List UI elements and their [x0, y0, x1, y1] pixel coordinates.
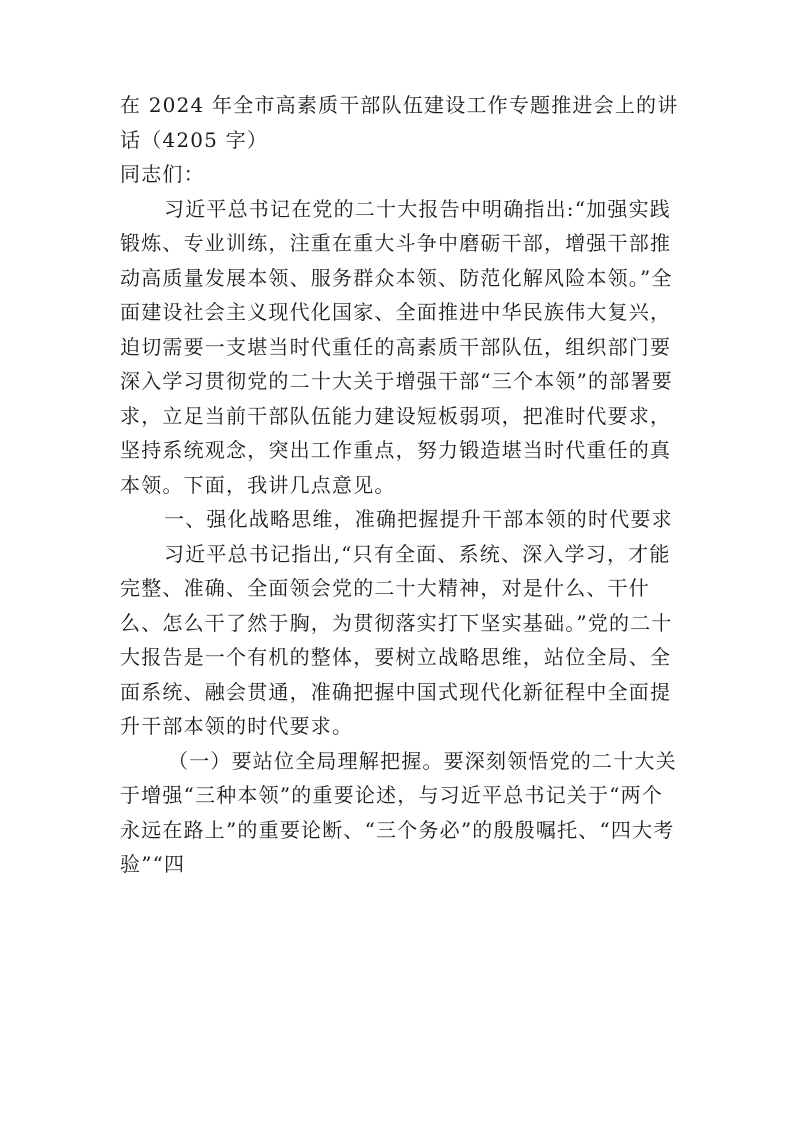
document-title: 在 2024 年全市高素质干部队伍建设工作专题推进会上的讲话（4205 字）	[120, 93, 679, 152]
document-body	[120, 88, 680, 882]
paragraph-intro: 习近平总书记在党的二十大报告中明确指出:“加强实践锻炼、专业训练，注重在重大斗争中磨砺干部，增强干部推动高质量发展本领、服务群众本领、防范化解风险本领。”全面建设社会主义现代化国家、全面推进中华民族伟大复兴，迫切需要一支堪当时代重任的高素质干部队伍，组织部门要深入学习贯彻党的二十大关于增强干部“三个本领”的部署要求，立足当前干部队伍能力建设短板弱项，把准时代要求，坚持系统观念，突出工作重点，努力锻造堪当时代重任的真本领。下面，我讲几点意见。	[120, 196, 673, 497]
subsection-1-1: （一）要站位全局理解把握。要深刻领悟党的二十大关于增强“三种本领”的重要论述，与习近平总书记关于“两个永远在路上”的重要论断、“三个务必”的殷殷嘱托、“四大考验”“四	[120, 748, 677, 876]
paragraph-section-1: 习近平总书记指出,“只有全面、系统、深入学习，才能完整、准确、全面领会党的二十大精神，对是什么、干什么、怎么干了然于胸，为贯彻落实打下坚实基础。”党的二十大报告是一个有机的整体，要树立战略思维，站位全局、全面系统、融会贯通，准确把握中国式现代化新征程中全面提升干部本领的时代要求。	[120, 541, 673, 738]
section-heading-1: 一、强化战略思维，准确把握提升干部本领的时代要求	[164, 507, 673, 531]
salutation: 同志们：	[120, 162, 205, 186]
